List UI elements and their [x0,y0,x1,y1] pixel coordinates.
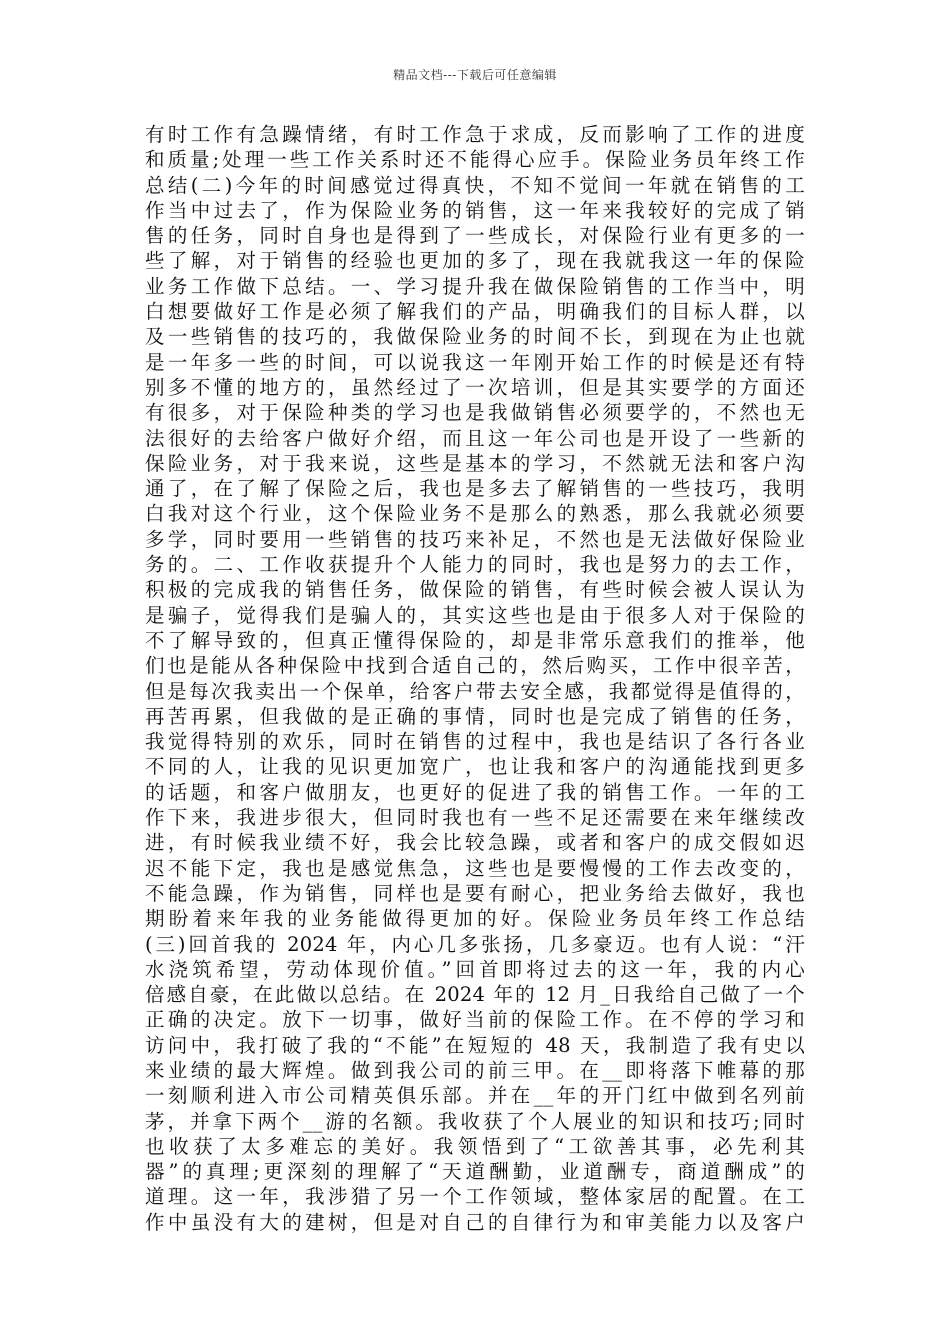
text-line: 法很好的去给客户做好介绍，而且这一年公司也是开设了一些新的 [145,426,805,450]
text-line: 也收获了太多难忘的美好。我领悟到了“工欲善其事，必先利其 [145,1134,805,1158]
text-line: 来业绩的最大辉煌。做到我公司的前三甲。在__即将落下帷幕的那 [145,1058,805,1082]
text-line: 别多不懂的地方的，虽然经过了一次培训，但是其实要学的方面还 [145,375,805,399]
text-line: 多学，同时要用一些销售的技巧来补足，不然也是无法做好保险业 [145,527,805,551]
text-line: 期盼着来年我的业务能做得更加的好。保险业务员年终工作总结 [145,907,805,931]
text-line: 业务工作做下总结。一、学习提升我在做保险销售的工作当中，明 [145,274,805,298]
text-line: 是一年多一些的时间，可以说我这一年刚开始工作的时候是还有特 [145,350,805,374]
text-line: 作下来，我进步很大，但同时我也有一些不足还需要在来年继续改 [145,806,805,830]
document-body [145,122,805,1235]
text-line: 作当中过去了，作为保险业务的销售，这一年来我较好的完成了销 [145,198,805,222]
text-line: 道理。这一年，我涉猎了另一个工作领域，整体家居的配置。在工 [145,1185,805,1209]
text-line: 售的任务，同时自身也是得到了一些成长，对保险行业有更多的一 [145,224,805,248]
text-line: 迟不能下定，我也是感觉焦急，这些也是要慢慢的工作去改变的， [145,856,805,880]
text-line: 总结(二)今年的时间感觉过得真快，不知不觉间一年就在销售的工 [145,173,805,197]
text-line: 和质量;处理一些工作关系时还不能得心应手。保险业务员年终工作 [145,148,805,172]
text-line: (三)回首我的 2024 年，内心几多张扬，几多豪迈。也有人说：“汗 [145,932,805,956]
text-line: 保险业务，对于我来说，这些是基本的学习，不然就无法和客户沟 [145,451,805,475]
text-line: 白我对这个行业，这个保险业务不是那么的熟悉，那么我就必须要 [145,502,805,526]
page-header: 精品文档---下载后可任意编辑 [393,68,557,82]
text-line: 积极的完成我的销售任务，做保险的销售，有些时候会被人误认为 [145,578,805,602]
text-line: 水浇筑希望，劳动体现价值。”回首即将过去的这一年，我的内心 [145,957,805,981]
text-line: 一刻顺利进入市公司精英俱乐部。并在__年的开门红中做到名列前 [145,1084,805,1108]
text-line: 白想要做好工作是必须了解我们的产品，明确我们的目标人群，以 [145,300,805,324]
text-line: 不能急躁，作为销售，同样也是要有耐心，把业务给去做好，我也 [145,881,805,905]
text-line: 们也是能从各种保险中找到合适自己的，然后购买，工作中很辛苦， [145,654,805,678]
text-line: 器”的真理;更深刻的理解了“天道酬勤，业道酬专，商道酬成”的 [145,1160,805,1184]
text-line: 是骗子，觉得我们是骗人的，其实这些也是由于很多人对于保险的 [145,603,805,627]
text-line: 我觉得特别的欢乐，同时在销售的过程中，我也是结识了各行各业 [145,730,805,754]
text-line: 访问中，我打破了我的“不能”在短短的 48 天，我制造了我有史以 [145,1033,805,1057]
text-line: 再苦再累，但我做的是正确的事情，同时也是完成了销售的任务， [145,704,805,728]
text-line: 但是每次我卖出一个保单，给客户带去安全感，我都觉得是值得的， [145,679,805,703]
text-line: 通了，在了解了保险之后，我也是多去了解销售的一些技巧，我明 [145,477,805,501]
text-line: 及一些销售的技巧的，我做保险业务的时间不长，到现在为止也就 [145,325,805,349]
text-line: 作中虽没有大的建树，但是对自己的自律行为和审美能力以及客户 [145,1210,805,1234]
text-line: 有很多，对于保险种类的学习也是我做销售必须要学的，不然也无 [145,401,805,425]
text-line: 倍感自豪，在此做以总结。在 2024 年的 12 月_日我给自己做了一个 [145,983,805,1007]
text-line: 不同的人，让我的见识更加宽广，也让我和客户的沟通能找到更多 [145,755,805,779]
text-line: 务的。二、工作收获提升个人能力的同时，我也是努力的去工作， [145,553,805,577]
text-line: 些了解，对于销售的经验也更加的多了，现在我就我这一年的保险 [145,249,805,273]
text-line: 正确的决定。放下一切事，做好当前的保险工作。在不停的学习和 [145,1008,805,1032]
text-line: 进，有时候我业绩不好，我会比较急躁，或者和客户的成交假如迟 [145,831,805,855]
text-line: 的话题，和客户做朋友，也更好的促进了我的销售工作。一年的工 [145,780,805,804]
text-line: 不了解导致的，但真正懂得保险的，却是非常乐意我们的推举，他 [145,628,805,652]
text-line: 有时工作有急躁情绪，有时工作急于求成，反而影响了工作的进度 [145,123,805,146]
text-line: 茅，并拿下两个__游的名额。我收获了个人展业的知识和技巧;同时 [145,1109,805,1133]
